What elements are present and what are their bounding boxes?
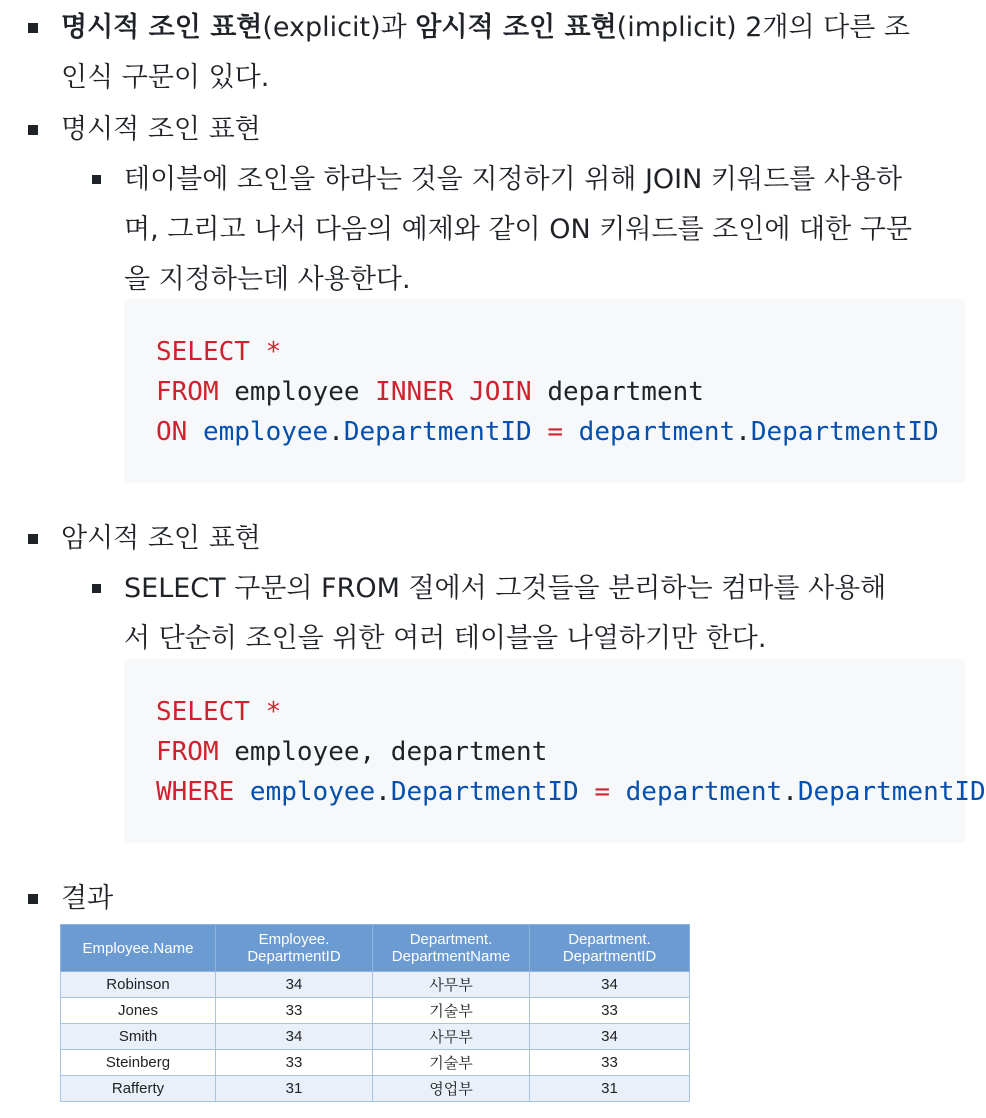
- implicit-join-term: 암시적 조인 표현: [415, 12, 617, 43]
- sql-dot: .: [782, 777, 798, 807]
- table-cell: Smith: [61, 1024, 216, 1050]
- table-cell: Steinberg: [61, 1050, 216, 1076]
- table-cell: 기술부: [373, 998, 530, 1024]
- intro-text: (explicit)과: [262, 12, 416, 43]
- sub-bullet-marker: [92, 175, 101, 184]
- table-cell: Rafferty: [61, 1076, 216, 1102]
- code-line: [156, 412, 939, 452]
- table-cell: 사무부: [373, 1024, 530, 1050]
- sql-identifier: DepartmentID: [750, 417, 939, 447]
- sql-keyword: ON: [156, 417, 188, 447]
- table-cell: 31: [530, 1076, 690, 1102]
- sub-bullet-marker: [92, 584, 101, 593]
- implicit-desc-line2: 서 단순히 조인을 위한 여러 테이블을 나열하기만 한다.: [124, 623, 767, 654]
- explicit-desc-line1: 테이블에 조인을 하라는 것을 지정하기 위해 JOIN 키워드를 사용하: [124, 164, 903, 195]
- column-header-line1: Employee.: [258, 931, 330, 948]
- table-cell: 영업부: [373, 1076, 530, 1102]
- sql-dot: .: [375, 777, 391, 807]
- table-cell: 33: [530, 998, 690, 1024]
- sql-text: department: [531, 377, 704, 407]
- intro-paragraph: [61, 8, 961, 48]
- sql-identifier: DepartmentID: [390, 777, 579, 807]
- explicit-desc-line3: 을 지정하는데 사용한다.: [124, 264, 411, 295]
- table-cell: 34: [530, 1024, 690, 1050]
- intro-text: (implicit) 2개의 다른 조: [616, 12, 910, 43]
- code-line: [156, 772, 986, 812]
- table-cell: 33: [216, 1050, 373, 1076]
- table-cell: 33: [530, 1050, 690, 1076]
- sql-identifier: department: [625, 777, 783, 807]
- explicit-desc-line2: 며, 그리고 나서 다음의 예제와 같이 ON 키워드를 조인에 대한 구문: [124, 214, 912, 245]
- column-header-line1: Employee.Name: [82, 939, 194, 957]
- code-line: [156, 332, 281, 372]
- column-header-line1: Department.: [568, 931, 651, 948]
- sql-operator: =: [531, 417, 579, 447]
- sql-identifier: employee: [234, 777, 376, 807]
- sql-operator: *: [249, 697, 282, 727]
- sql-operator: =: [578, 777, 626, 807]
- sql-identifier: employee: [187, 417, 329, 447]
- sql-identifier: DepartmentID: [343, 417, 532, 447]
- table-row: [61, 1024, 690, 1050]
- table-row: [61, 1050, 690, 1076]
- code-line: [156, 692, 281, 732]
- table-cell: 사무부: [373, 972, 530, 998]
- column-header-line2: DepartmentID: [247, 948, 341, 965]
- explicit-heading: 명시적 조인 표현: [61, 114, 261, 145]
- table-cell: 기술부: [373, 1050, 530, 1076]
- sql-operator: *: [249, 337, 282, 367]
- result-heading: 결과: [61, 883, 114, 914]
- column-header: [216, 925, 373, 972]
- column-header-line2: DepartmentID: [562, 948, 657, 965]
- table-row: [61, 998, 690, 1024]
- column-header-line2: DepartmentName: [391, 948, 511, 965]
- sql-identifier: department: [578, 417, 736, 447]
- intro-paragraph-line2: 인식 구문이 있다.: [61, 62, 270, 93]
- code-line: [156, 732, 547, 772]
- table-cell: 34: [216, 972, 373, 998]
- table-header-row: [61, 925, 690, 972]
- sql-keyword: WHERE: [156, 777, 235, 807]
- bullet-marker: [28, 125, 38, 135]
- table-cell: 31: [216, 1076, 373, 1102]
- table-cell: 34: [216, 1024, 373, 1050]
- code-line: [156, 372, 704, 412]
- explicit-join-term: 명시적 조인 표현: [61, 12, 263, 43]
- column-header: [373, 925, 530, 972]
- bullet-marker: [28, 894, 38, 904]
- sql-text: employee, department: [218, 737, 548, 767]
- table-row: [61, 972, 690, 998]
- sql-identifier: DepartmentID: [797, 777, 986, 807]
- table-row: [61, 1076, 690, 1102]
- table-cell: 34: [530, 972, 690, 998]
- column-header: [530, 925, 690, 972]
- table-cell: 33: [216, 998, 373, 1024]
- sql-dot: .: [735, 417, 751, 447]
- sql-keyword: SELECT: [156, 697, 250, 727]
- sql-keyword: SELECT: [156, 337, 250, 367]
- column-header-line1: Department.: [409, 931, 493, 948]
- sql-keyword: FROM: [156, 737, 219, 767]
- result-table: [60, 924, 690, 1102]
- explicit-code-block[interactable]: [124, 299, 966, 483]
- sql-text: employee: [218, 377, 376, 407]
- implicit-desc-line1: SELECT 구문의 FROM 절에서 그것들을 분리하는 컴마를 사용해: [124, 573, 887, 604]
- sql-keyword: INNER JOIN: [375, 377, 532, 407]
- table-cell: Jones: [61, 998, 216, 1024]
- sql-dot: .: [328, 417, 344, 447]
- implicit-code-block[interactable]: [124, 659, 986, 843]
- bullet-marker: [28, 23, 38, 33]
- sql-keyword: FROM: [156, 377, 219, 407]
- table-cell: Robinson: [61, 972, 216, 998]
- implicit-heading: 암시적 조인 표현: [61, 523, 261, 554]
- column-header: [61, 925, 216, 972]
- bullet-marker: [28, 534, 38, 544]
